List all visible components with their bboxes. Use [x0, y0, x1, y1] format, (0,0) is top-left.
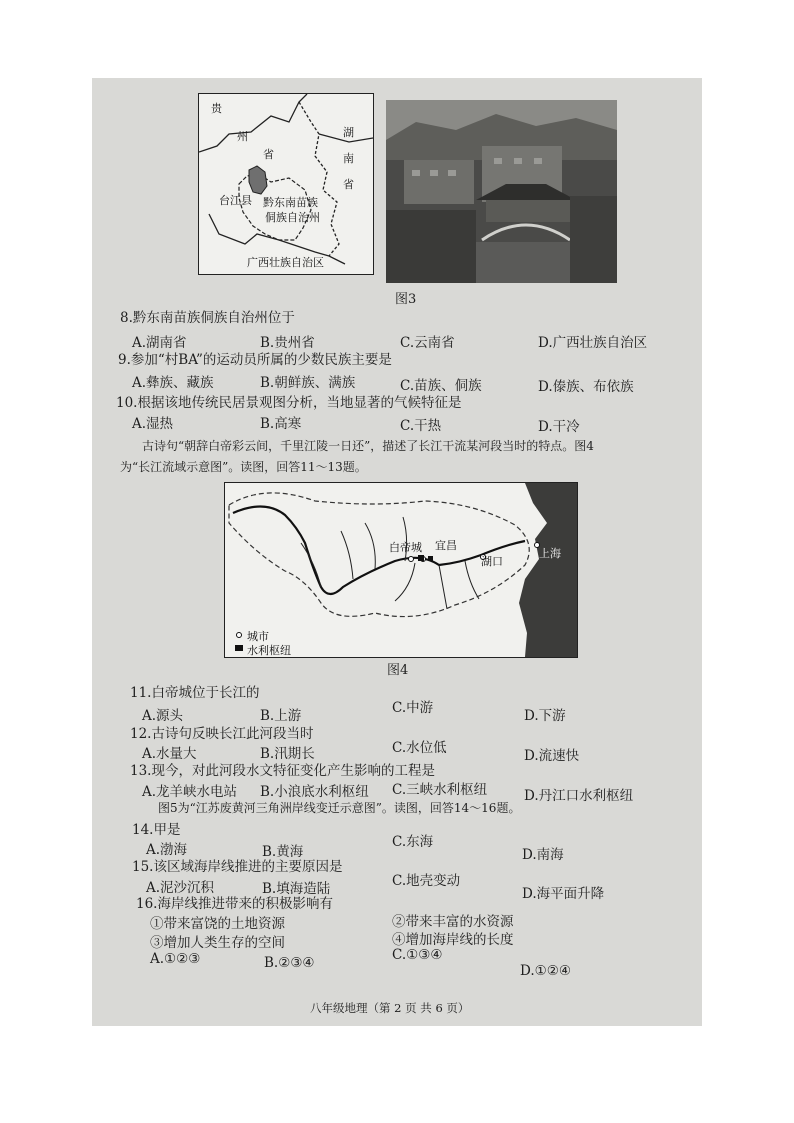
- q10-option-b: B.高寒: [260, 416, 302, 432]
- q9-option-a: A.彝族、藏族: [132, 375, 214, 391]
- legend-city: 城市: [247, 630, 269, 643]
- q10-stem: 10.根据该地传统民居景观图分析，当地显著的气候特征是: [116, 395, 462, 411]
- q11-option-b: B.上游: [260, 708, 302, 724]
- q11-stem: 11.白帝城位于长江的: [130, 685, 260, 701]
- label-zhou: 州: [237, 130, 248, 143]
- figure3-photo: [386, 100, 617, 283]
- q9-stem: 9.参加“村BA”的运动员所属的少数民族主要是: [118, 352, 392, 368]
- q12-option-a: A.水量大: [142, 746, 197, 762]
- q8-option-d: D.广西壮族自治区: [538, 335, 648, 351]
- q10-option-d: D.干冷: [538, 419, 580, 435]
- village-photo-image: [386, 100, 617, 283]
- q9-option-b: B.朝鲜族、满族: [260, 375, 356, 391]
- q11-option-c: C.中游: [392, 700, 434, 716]
- figure3-caption: 图3: [395, 292, 417, 307]
- q16-option-c: C.①③④: [392, 947, 443, 963]
- label-taijiang: 台江县: [219, 194, 252, 207]
- q16-item-1: ①带来富饶的土地资源: [150, 916, 285, 932]
- label-gui: 贵: [211, 102, 222, 115]
- q13-option-d: D.丹江口水利枢纽: [524, 788, 634, 804]
- q16-option-a: A.①②③: [150, 951, 201, 967]
- q13-option-a: A.龙羊峡水电站: [142, 784, 238, 800]
- q14-stem: 14.甲是: [132, 822, 181, 838]
- q14-option-c: C.东海: [392, 834, 434, 850]
- q8-option-b: B.贵州省: [260, 335, 315, 351]
- label-hunan-sheng: 省: [343, 178, 354, 191]
- q14-option-d: D.南海: [522, 847, 564, 863]
- q10-option-a: A.湿热: [132, 416, 174, 432]
- q15-option-c: C.地壳变动: [392, 873, 461, 889]
- intro-11-13-line2: 为“长江流域示意图”。读图，回答11～13题。: [120, 460, 367, 474]
- q11-option-d: D.下游: [524, 708, 566, 724]
- q15-option-d: D.海平面升降: [522, 886, 605, 902]
- q15-option-a: A.泥沙沉积: [146, 880, 215, 896]
- q16-item-3: ③增加人类生存的空间: [150, 935, 285, 951]
- q11-option-a: A.源头: [142, 708, 184, 724]
- label-qdn-2: 侗族自治州: [265, 211, 320, 224]
- label-yichang: 宜昌: [435, 539, 457, 552]
- q16-option-b: B.②③④: [264, 955, 315, 971]
- intro-14-16: 图5为“江苏废黄河三角洲岸线变迁示意图”。读图，回答14～16题。: [158, 801, 521, 815]
- q14-option-a: A.渤海: [146, 842, 188, 858]
- label-nan: 南: [343, 152, 354, 165]
- q12-stem: 12.古诗句反映长江此河段当时: [130, 726, 314, 742]
- label-guangxi: 广西壮族自治区: [247, 256, 324, 269]
- label-shanghai: 上海: [539, 547, 561, 560]
- q12-option-b: B.汛期长: [260, 746, 315, 762]
- q16-stem: 16.海岸线推进带来的积极影响有: [136, 896, 333, 912]
- q13-stem: 13.现今，对此河段水文特征变化产生影响的工程是: [130, 763, 435, 779]
- q9-option-c: C.苗族、侗族: [400, 378, 482, 394]
- q8-option-a: A.湖南省: [132, 335, 187, 351]
- q13-option-b: B.小浪底水利枢纽: [260, 784, 369, 800]
- exam-page: [92, 78, 702, 1026]
- q16-item-2: ②带来丰富的水资源: [392, 914, 514, 930]
- label-qdn-1: 黔东南苗族: [263, 196, 318, 209]
- q16-item-4: ④增加海岸线的长度: [392, 932, 514, 948]
- q8-option-c: C.云南省: [400, 335, 455, 351]
- q8-stem: 8.黔东南苗族侗族自治州位于: [120, 310, 295, 326]
- legend-dam: 水利枢纽: [247, 644, 291, 657]
- figure3-map: [198, 93, 374, 275]
- figure4-map: [224, 482, 578, 658]
- label-sheng: 省: [263, 148, 274, 161]
- figure4-caption: 图4: [387, 663, 409, 678]
- q16-option-d: D.①②④: [520, 963, 571, 979]
- q10-option-c: C.干热: [400, 418, 442, 434]
- q9-option-d: D.傣族、布依族: [538, 379, 634, 395]
- intro-11-13-line1: 古诗句“朝辞白帝彩云间，千里江陵一日还”，描述了长江干流某河段当时的特点。图4: [142, 439, 594, 453]
- q13-option-c: C.三峡水利枢纽: [392, 782, 488, 798]
- label-hu: 湖: [343, 126, 354, 139]
- q14-option-b: B.黄海: [262, 844, 304, 860]
- label-hukou: 湖口: [481, 555, 503, 568]
- yangtze-basin-map: [225, 483, 577, 657]
- q12-option-d: D.流速快: [524, 748, 580, 764]
- q15-stem: 15.该区域海岸线推进的主要原因是: [132, 859, 343, 875]
- label-baidicheng: 白帝城: [389, 541, 422, 554]
- q12-option-c: C.水位低: [392, 740, 447, 756]
- page-footer: 八年级地理（第 2 页 共 6 页）: [310, 1001, 470, 1015]
- q15-option-b: B.填海造陆: [262, 881, 331, 897]
